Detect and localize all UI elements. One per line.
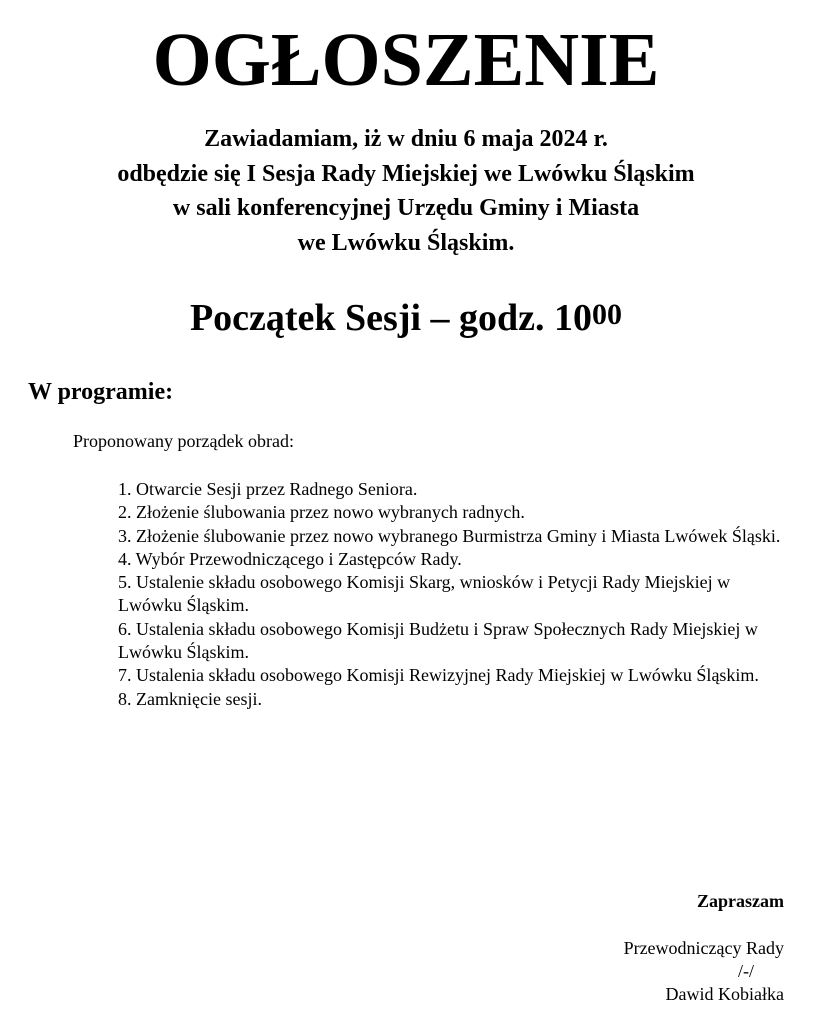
- signature-mark: /-/: [738, 961, 754, 981]
- notice-intro: [0, 122, 812, 260]
- signature-block: [624, 890, 784, 1006]
- signatory-name: Dawid Kobiałka: [665, 984, 784, 1004]
- intro-line: odbędzie się I Sesja Rady Miejskiej we Lwówku Śląskim: [117, 160, 695, 187]
- signatory-role: Przewodniczący Rady: [623, 938, 784, 958]
- agenda-item: 7. Ustalenia składu osobowego Komisji Rewizyjnej Rady Miejskiej w Lwówku Śląskim.: [118, 665, 759, 686]
- agenda-item: 2. Złożenie ślubowania przez nowo wybranych radnych.: [118, 502, 525, 523]
- intro-line: we Lwówku Śląskim.: [297, 229, 515, 256]
- agenda-item: 3. Złożenie ślubowanie przez nowo wybranego Burmistrza Gminy i Miasta Lwówek Śląski.: [118, 525, 781, 546]
- session-start-label: Początek Sesji – godz. 10: [189, 297, 593, 339]
- intro-line: Zawiadamiam, iż w dniu 6 maja 2024 r.: [204, 126, 608, 152]
- agenda-item: 4. Wybór Przewodniczącego i Zastępców Rady.: [118, 548, 462, 569]
- session-start-minutes: 00: [592, 298, 623, 331]
- proposed-agenda-label: Proponowany porządek obrad:: [73, 431, 294, 451]
- agenda-item: 6. Ustalenia składu osobowego Komisji Budżetu i Spraw Społecznych Rady Miejskiej w Lwówku Śląskim.: [118, 618, 758, 663]
- agenda-list: [118, 478, 798, 711]
- session-start-time: [0, 294, 812, 342]
- agenda-item: 8. Zamknięcie sesji.: [118, 688, 262, 709]
- notice-title: OGŁOSZENIE: [152, 18, 660, 102]
- agenda-item: 5. Ustalenie składu osobowego Komisji Skarg, wniosków i Petycji Rady Miejskiej w Lwówku Śląskim.: [118, 572, 731, 616]
- invite-text: Zapraszam: [697, 891, 784, 911]
- program-heading: W programie:: [28, 379, 174, 405]
- intro-line: w sali konferencyjnej Urzędu Gminy i Miasta: [172, 195, 640, 221]
- agenda-item: 1. Otwarcie Sesji przez Radnego Seniora.: [118, 479, 418, 499]
